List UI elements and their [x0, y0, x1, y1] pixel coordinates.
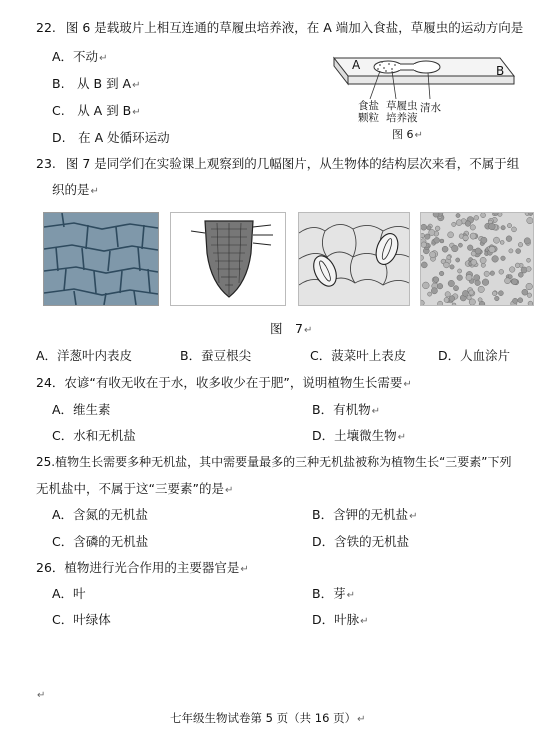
- blood-cell: [439, 271, 444, 276]
- blood-cell: [452, 245, 459, 252]
- q24-option-a: A．维生素: [52, 402, 111, 417]
- figure-6-caption: 图 6↵: [392, 128, 423, 141]
- blood-cell: [445, 292, 450, 297]
- q23-stem-line1: 23. 图 7 是同学们在实验课上观察到的几幅图片，从生物体的结构层次来看，不属于组: [36, 156, 520, 171]
- broad-bean-root-tip-image: [170, 212, 286, 306]
- onion-epidermis-micrograph: [43, 212, 159, 306]
- figure-6-label-a: A: [352, 58, 361, 72]
- q25-option-c: C．含磷的无机盐: [52, 534, 149, 549]
- q26-option-d: D．叶脉↵: [312, 612, 369, 627]
- figure-7-caption: 图 7↵: [270, 321, 313, 336]
- blood-cell: [492, 291, 497, 296]
- blood-cell: [481, 237, 487, 243]
- blood-cell: [456, 258, 460, 262]
- blood-cell: [428, 292, 432, 296]
- blood-cell: [456, 220, 462, 226]
- blood-cell: [471, 259, 477, 265]
- q22-option-c: C. 从 A 到 B↵: [52, 103, 141, 118]
- q25-option-d: D．含铁的无机盐: [312, 534, 410, 549]
- blood-cell: [495, 296, 500, 301]
- blood-cell: [466, 274, 472, 280]
- blood-cell: [453, 286, 458, 291]
- blood-cell: [516, 249, 521, 254]
- q26-option-a: A．叶: [52, 586, 86, 601]
- q26-stem: 26．植物进行光合作用的主要器官是↵: [36, 560, 249, 575]
- blood-cell: [456, 213, 460, 217]
- figure-6-salt-label: 食盐 颗粒: [358, 100, 379, 124]
- blood-cell: [500, 240, 504, 244]
- blood-cell: [489, 246, 495, 252]
- blood-cell: [513, 298, 518, 303]
- empty-paragraph-mark: ↵: [37, 690, 46, 701]
- blood-cell: [450, 265, 454, 269]
- blood-cell: [475, 248, 481, 254]
- blood-cell: [490, 271, 495, 276]
- blood-cell: [421, 233, 425, 237]
- q22-option-d: D. 在 A 处循环运动: [52, 130, 170, 145]
- blood-cell: [452, 303, 456, 305]
- blood-cell: [448, 280, 454, 286]
- q23-number: 23.: [36, 156, 56, 171]
- blood-cell: [528, 301, 533, 305]
- q23-option-d: D．人血涂片: [438, 348, 511, 363]
- blood-cell: [447, 255, 451, 259]
- blood-cell: [512, 227, 517, 232]
- q22-number: 22.: [36, 20, 56, 35]
- human-blood-smear-image: [420, 212, 534, 306]
- blood-cell: [494, 213, 499, 216]
- figure-6-culture-label: 草履虫 培养液: [386, 100, 418, 124]
- blood-cell: [478, 298, 482, 302]
- blood-cell: [457, 275, 463, 281]
- blood-cell: [465, 221, 471, 227]
- blood-cell: [518, 298, 523, 303]
- blood-cell: [527, 293, 532, 298]
- q24-option-b: B．有机物↵: [312, 402, 380, 417]
- blood-cell: [480, 257, 486, 263]
- q22-option-b: B. 从 B 到 A↵: [52, 76, 141, 91]
- blood-cell: [501, 226, 505, 230]
- blood-cell: [421, 224, 427, 230]
- blood-cell: [430, 252, 436, 258]
- blood-cell: [438, 301, 443, 305]
- blood-cell: [463, 235, 469, 241]
- blood-cell: [433, 213, 439, 217]
- blood-cell: [449, 296, 455, 302]
- q26-option-b: B．芽↵: [312, 586, 355, 601]
- q23-option-c: C．菠菜叶上表皮: [310, 348, 407, 363]
- blood-cell: [529, 213, 533, 216]
- figure-6-label-b: B: [496, 64, 505, 78]
- blood-cell: [452, 222, 456, 226]
- blood-cell: [475, 280, 481, 286]
- blood-cell: [499, 269, 504, 274]
- blood-cell: [422, 282, 429, 289]
- blood-cell: [481, 213, 486, 218]
- blood-cell: [434, 237, 440, 243]
- blood-cell: [506, 236, 512, 242]
- blood-cell: [505, 278, 511, 284]
- blood-cell: [442, 246, 448, 252]
- blood-cell: [492, 256, 499, 263]
- blood-cell: [474, 215, 479, 220]
- blood-cell: [440, 239, 444, 243]
- blood-cell: [421, 262, 427, 268]
- blood-cell: [467, 245, 473, 251]
- blood-cell: [518, 242, 523, 247]
- blood-cell: [484, 271, 489, 276]
- blood-cell: [437, 283, 443, 289]
- q24-option-c: C．水和无机盐: [52, 428, 136, 443]
- blood-cell: [478, 286, 484, 292]
- blood-cell: [498, 291, 503, 296]
- blood-cell: [526, 267, 531, 272]
- blood-cell: [501, 256, 506, 261]
- blood-cell: [444, 297, 449, 302]
- blood-cell: [448, 232, 454, 238]
- q25-stem-line2: 无机盐中，不属于这“三要素”的是↵: [36, 481, 234, 496]
- blood-cell: [522, 289, 528, 295]
- q26-option-c: C．叶绿体: [52, 612, 111, 627]
- blood-cell: [507, 223, 511, 227]
- blood-cell: [458, 269, 462, 273]
- blood-cell: [462, 290, 468, 296]
- spinach-leaf-epidermis-image: [298, 212, 410, 306]
- blood-cell: [527, 217, 533, 223]
- blood-cell: [458, 243, 462, 247]
- page-footer: 七年级生物试卷第 5 页（共 16 页）↵: [170, 711, 366, 725]
- blood-cell: [435, 226, 440, 231]
- q22-stem-text: 图 6 是载玻片上相互连通的草履虫培养液，在 A 端加入食盐，草履虫的运动方向是: [65, 20, 524, 35]
- blood-cell: [524, 238, 530, 244]
- blood-cell: [512, 279, 518, 285]
- blood-cell: [474, 275, 480, 281]
- q25-stem-line1: 25.植物生长需要多种无机盐，其中需要量最多的三种无机盐被称为植物生长“三要素”下列: [36, 455, 512, 469]
- q22-option-a: A．不动↵: [52, 49, 108, 64]
- blood-cell: [482, 279, 489, 286]
- q25-option-b: B．含钾的无机盐↵: [312, 507, 418, 522]
- blood-cell: [470, 225, 475, 230]
- blood-cell: [433, 277, 439, 283]
- blood-cell: [527, 258, 531, 262]
- blood-cell: [467, 296, 471, 300]
- blood-cell: [429, 229, 435, 235]
- blood-cell: [431, 288, 437, 294]
- blood-cell: [493, 237, 499, 243]
- q23-stem-line2: 织的是↵: [52, 182, 99, 197]
- q23-option-a: A．洋葱叶内表皮: [36, 348, 133, 363]
- blood-cell: [518, 272, 523, 277]
- figure-6-water-label: 清水: [420, 102, 441, 114]
- blood-cell: [444, 262, 450, 268]
- blood-cell: [509, 249, 513, 253]
- blood-cell: [509, 267, 515, 273]
- blood-cell: [421, 242, 427, 248]
- blood-cell: [526, 283, 533, 290]
- blood-cell: [515, 263, 520, 268]
- q24-option-d: D．土壤微生物↵: [312, 428, 407, 443]
- q24-stem: 24．农谚“有收无收在于水，收多收少在于肥”，说明植物生长需要↵: [36, 375, 412, 390]
- blood-cell: [427, 226, 431, 230]
- blood-cell: [489, 223, 496, 230]
- blood-cell: [470, 233, 476, 239]
- q22-stem: [36, 18, 523, 36]
- q23-option-b: B．蚕豆根尖: [180, 348, 252, 363]
- q25-option-a: A．含氮的无机盐: [52, 507, 149, 522]
- blood-cell: [469, 290, 474, 295]
